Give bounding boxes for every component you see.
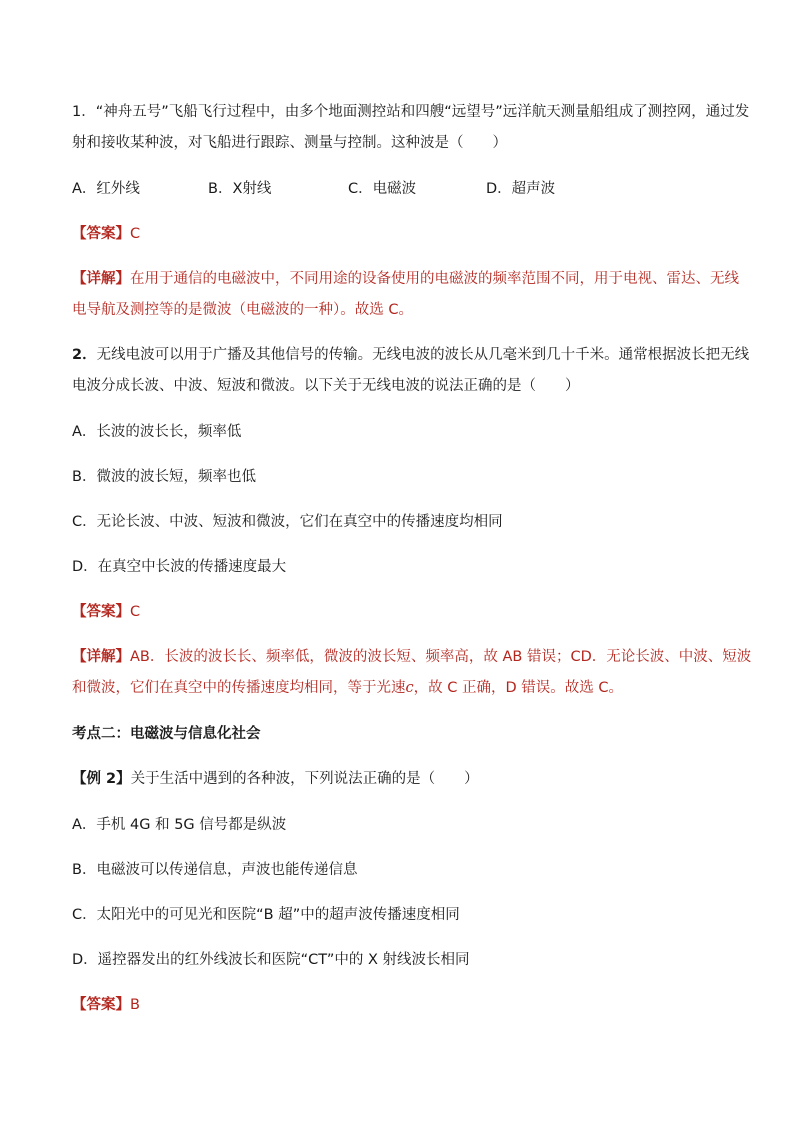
q2-stem-text-2: 电波分成长波、中波、短波和微波。以下关于无线电波的说法正确的是（ ） bbox=[72, 378, 580, 394]
ex2-option-d: D．遥控器发出的红外线波长和医院“CT”中的 X 射线波长相同 bbox=[72, 952, 470, 968]
q1-stem-line2 bbox=[72, 133, 732, 153]
q2-stem-line1 bbox=[72, 345, 750, 365]
ex2-answer-value: B bbox=[130, 997, 140, 1013]
q2-detail-line1 bbox=[72, 647, 752, 667]
q1-stem-text-1: 1．“神舟五号”飞船飞行过程中，由多个地面测控站和四艘“远望号”远洋航天测量船组成了测控网，通过发 bbox=[72, 104, 750, 120]
q1-answer-tag: 【答案】 bbox=[72, 226, 130, 242]
q2-answer-value: C bbox=[130, 604, 141, 620]
q2-detail-light-speed-symbol: c bbox=[405, 680, 414, 696]
ex2-stem bbox=[72, 769, 732, 789]
q1-stem-text-2: 射和接收某种波，对飞船进行跟踪、测量与控制。这种波是（ ） bbox=[72, 135, 507, 151]
q1-option-a: A．红外线 bbox=[72, 181, 140, 197]
q1-stem-line1 bbox=[72, 102, 750, 122]
q2-option-b: B．微波的波长短，频率也低 bbox=[72, 469, 256, 485]
q1-detail-text-2: 电导航及测控等的是微波（电磁波的一种）。故选 C。 bbox=[72, 302, 413, 318]
ex2-stem-text: 关于生活中遇到的各种波，下列说法正确的是（ ） bbox=[130, 771, 479, 787]
q2-detail-tag: 【详解】 bbox=[72, 649, 130, 665]
q2-detail-line2 bbox=[72, 678, 732, 698]
q2-answer bbox=[72, 602, 732, 622]
ex2-option-c: C．太阳光中的可见光和医院“B 超”中的超声波传播速度相同 bbox=[72, 907, 460, 923]
q2-detail-text-2a: 和微波，它们在真空中的传播速度均相同，等于光速 bbox=[72, 680, 406, 696]
ex2-answer-tag: 【答案】 bbox=[72, 997, 130, 1013]
q2-detail-text-1: AB．长波的波长长、频率低，微波的波长短、频率高，故 AB 错误；CD．无论长波、中波、短波 bbox=[130, 649, 752, 665]
q2-option-d: D．在真空中长波的传播速度最大 bbox=[72, 559, 287, 575]
q1-answer bbox=[72, 224, 732, 244]
q1-option-c: C．电磁波 bbox=[348, 181, 417, 197]
q2-option-c: C．无论长波、中波、短波和微波，它们在真空中的传播速度均相同 bbox=[72, 514, 503, 530]
q2-stem-text-1: 无线电波可以用于广播及其他信号的传输。无线电波的波长从几毫米到几十千米。通常根据波长把无线 bbox=[96, 347, 750, 363]
q2-stem-line2 bbox=[72, 376, 732, 396]
ex2-tag: 【例 2】 bbox=[72, 771, 131, 787]
q1-detail-line2 bbox=[72, 300, 732, 320]
section-title: 考点二：电磁波与信息化社会 bbox=[72, 726, 261, 742]
ex2-answer bbox=[72, 995, 732, 1015]
q1-detail-tag: 【详解】 bbox=[72, 271, 130, 287]
q1-answer-value: C bbox=[130, 226, 141, 242]
ex2-option-b: B．电磁波可以传递信息，声波也能传递信息 bbox=[72, 862, 358, 878]
q1-option-b: B．X射线 bbox=[208, 181, 272, 197]
q1-option-d: D．超声波 bbox=[486, 181, 556, 197]
q1-detail-line1 bbox=[72, 269, 739, 289]
q2-detail-text-2b: ，故 C 正确，D 错误。故选 C。 bbox=[413, 680, 623, 696]
q2-option-a: A．长波的波长长，频率低 bbox=[72, 424, 242, 440]
ex2-option-a: A．手机 4G 和 5G 信号都是纵波 bbox=[72, 817, 287, 833]
q2-answer-tag: 【答案】 bbox=[72, 604, 130, 620]
q1-detail-text-1: 在用于通信的电磁波中，不同用途的设备使用的电磁波的频率范围不同，用于电视、雷达、无线 bbox=[130, 271, 739, 287]
q2-number: 2． bbox=[72, 347, 97, 363]
